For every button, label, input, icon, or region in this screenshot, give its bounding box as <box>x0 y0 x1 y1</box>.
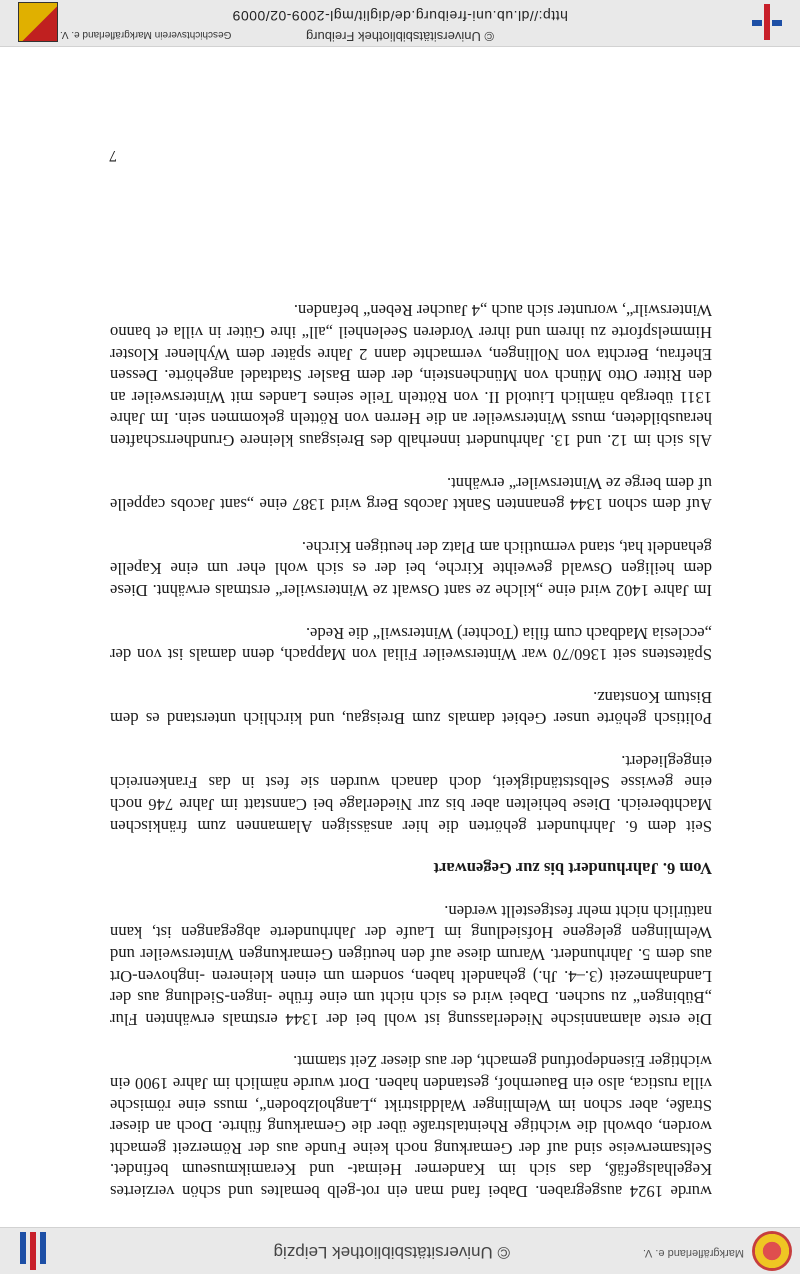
library-logo-icon <box>18 1232 46 1270</box>
paragraph-2: Die erste alamannische Niederlassung ist wohl bei der 1344 erstmals erwähnten Flur „Bübingen“ zu suchen. Dabei wird es sich nicht um eine frühe -ingen-Siedlung aus der Landnahmezeit (3.–4. Jh.) gehandelt haben, sondern um einen kleineren -inghoven-Ort aus dem 5. Jahrhundert. Warum diese auf den heutigen Gemarkungen Wintersweiler und Welmlingen gelegene Hofsiedlung im Laufe der Jahrhunderte abgegangen ist, kann natürlich nicht mehr festgestellt werden. <box>110 901 712 1029</box>
footer-society: Markgräflerland e. V. <box>642 1247 744 1259</box>
document-text <box>110 279 712 1202</box>
footer-copyright: © Universitätsbibliothek Leipzig <box>273 1243 510 1262</box>
section-heading: Vom 6. Jahrhundert bis zur Gegenwart <box>433 859 712 879</box>
paragraph-4: Politisch gehörte unser Gebiet damals zum Breisgau, und kirchlich unterstand es dem Bistum Konstanz. <box>110 687 712 729</box>
paragraph-8: Als sich im 12. und 13. Jahrhundert innerhalb des Breisgaus kleinere Grundherrschaften herausbildeten, muss Wintersweiler an die Herren von Rötteln gekommen sein. Im Jahre 1311 übergab nämlich Liutold II. von Rötteln Teile seines Landes mit Wintersweiler an den Ritter Otto Münch von Münchenstein, der dem Basler Stadtadel angehörte. Dessen Ehefrau, Berchta von Nollingen, vermachte dann 2 Jahre später dem Wyhlener Kloster Himmelspforte zu ihrem und ihrer Vorderen Seelenheil „all“ ihre Güter in villa et banno Winterswilr“, worunter sich auch „4 Jaucher Reben“ befanden. <box>110 301 712 450</box>
document-url[interactable]: http://dl.ub.uni-freiburg.de/diglit/mgl-2009-02/0009 <box>232 8 568 24</box>
paragraph-3: Seit dem 6. Jahrhundert gehörten die hier ansässigen Alamannen zum fränkischen Machtbereich. Diese behielten aber bis zur Niederlage bei Cannstatt im Jahre 746 noch eine gewisse Selbstständigkeit, doch danach wurden sie fest in das Frankenreich eingegliedert. <box>110 751 712 836</box>
society-logo-icon <box>752 1231 792 1271</box>
copyright-notice: © Universitätsbibliothek Freiburg <box>305 29 495 44</box>
paragraph-7: Auf dem schon 1344 genannten Sankt Jacobs Berg wird 1387 eine „sant Jacobs cappelle uf dem berge ze Winterswiler“ erwähnt. <box>110 473 712 515</box>
paragraph-6: Im Jahre 1402 wird eine „kilche ze sant Oswalt ze Winterswiler“ erstmals erwähnt. Diese dem heiligen Oswald geweihte Kirche, bei der es sich wohl eher um eine Kapelle gehandelt hat, stand vermutlich am Platz der heutigen Kirche. <box>110 537 712 600</box>
paragraph-5: Spätestens seit 1360/70 war Wintersweiler Filial von Mappach, denn damals ist von der „ecclesia Madbach cum filia (Tochter) Winterswil“ die Rede. <box>110 623 712 665</box>
viewer-footer-strip <box>0 1227 800 1274</box>
page-number: 7 <box>109 147 117 164</box>
society-name: Geschichtsverein Markgräflerland e. V. <box>60 29 232 40</box>
society-crest-icon <box>18 2 58 42</box>
paragraph-1: wurde 1924 ausgegraben. Dabei fand man ein rot-gelb bemaltes und schön verziertes Kegelhalsgefäß, das sich im Kanderner Heimat- und Keramikmuseum befindet. Seltsamerweise sind auf der Gemarkung noch keine Funde aus der Römerzeit gemacht worden, obwohl die wichtige Rheintalstraße über die Gemarkung führte. Doch an dieser Straße, aber schon im Welmlinger Walddistrikt „Langholzboden“, muss eine römische villa rustica, also ein Bauernhof, gestanden haben. Dort wurde nämlich im Jahre 1900 ein wichtiger Eisendepotfund gemacht, der aus dieser Zeit stammt. <box>110 1052 712 1201</box>
viewer-header <box>0 0 800 47</box>
